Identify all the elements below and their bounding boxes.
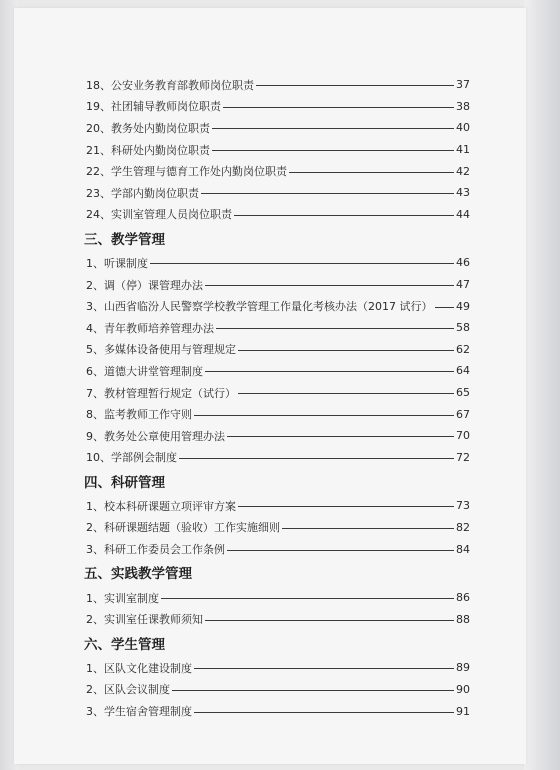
toc-leader-line <box>172 690 454 691</box>
toc-entry-number: 6、 <box>86 364 104 378</box>
toc-leader-line <box>238 506 454 507</box>
toc-entry[interactable] <box>86 360 470 382</box>
section-heading: 四、科研管理 <box>84 474 165 491</box>
toc-entry-title: 教务处公章使用管理办法 <box>104 429 225 443</box>
toc-entry-title: 区队文化建设制度 <box>104 661 192 675</box>
toc-leader-line <box>161 598 454 599</box>
toc-entry-number: 1、 <box>86 591 104 605</box>
toc-leader-line <box>256 85 454 86</box>
toc-entry[interactable] <box>86 538 470 560</box>
toc-entry-title: 听课制度 <box>104 256 148 270</box>
toc-page-number: 82 <box>456 520 470 534</box>
section-heading: 五、实践教学管理 <box>84 566 192 583</box>
toc-entry-number: 9、 <box>86 429 104 443</box>
toc-entry-number: 7、 <box>86 386 104 400</box>
toc-leader-line <box>238 350 454 351</box>
toc-entry-number: 24、 <box>86 208 111 222</box>
toc-entry[interactable] <box>86 204 470 226</box>
toc-entry[interactable] <box>86 96 470 118</box>
toc-leader-line <box>282 528 454 529</box>
toc-entry[interactable] <box>86 160 470 182</box>
toc-entry-title: 公安业务教育部教师岗位职责 <box>111 78 254 92</box>
toc-entry-title: 社团辅导教师岗位职责 <box>111 100 221 114</box>
toc-page-number: 38 <box>456 99 470 113</box>
toc-entry[interactable] <box>86 587 470 609</box>
toc-leader-line <box>234 215 454 216</box>
toc-leader-line <box>179 458 454 459</box>
toc-page-number: 90 <box>456 682 470 696</box>
toc-entry-number: 19、 <box>86 100 111 114</box>
toc-page-number: 41 <box>456 143 470 157</box>
toc-leader-line <box>194 668 454 669</box>
toc-page-number: 67 <box>456 407 470 421</box>
toc-entry[interactable] <box>86 117 470 139</box>
toc-page-number: 88 <box>456 612 470 626</box>
toc-entry[interactable] <box>86 700 470 722</box>
toc-entry-title: 实训室制度 <box>104 591 159 605</box>
toc-entry-number: 3、 <box>86 300 104 314</box>
toc-page-number: 86 <box>456 591 470 605</box>
toc-entry[interactable] <box>86 339 470 361</box>
toc-entry[interactable] <box>86 274 470 296</box>
toc-page-number: 72 <box>456 450 470 464</box>
toc-entry-number: 2、 <box>86 521 104 535</box>
toc-leader-line <box>216 328 454 329</box>
toc-entry[interactable] <box>86 517 470 539</box>
toc-leader-line <box>435 307 455 308</box>
section-heading: 六、学生管理 <box>84 636 165 653</box>
toc-page-number: 42 <box>456 164 470 178</box>
toc-entry[interactable] <box>86 608 470 630</box>
toc-leader-line <box>150 263 454 264</box>
toc-entry-title: 科研处内勤岗位职责 <box>111 143 210 157</box>
toc-page-number: 70 <box>456 429 470 443</box>
toc-entry-number: 5、 <box>86 343 104 357</box>
toc-entry-number: 8、 <box>86 408 104 422</box>
toc-entry[interactable] <box>86 139 470 161</box>
toc-entry-number: 18、 <box>86 78 111 92</box>
toc-leader-line <box>289 172 454 173</box>
table-of-contents <box>86 74 470 722</box>
toc-page-number: 49 <box>456 299 470 313</box>
toc-page-number: 47 <box>456 278 470 292</box>
toc-page-number: 46 <box>456 256 470 270</box>
scan-edge-right <box>524 0 560 770</box>
toc-page-number: 64 <box>456 364 470 378</box>
toc-entry-title: 科研工作委员会工作条例 <box>104 543 225 557</box>
section-heading: 三、教学管理 <box>84 231 165 248</box>
toc-entry-title: 实训室管理人员岗位职责 <box>111 208 232 222</box>
toc-entry[interactable] <box>86 447 470 469</box>
toc-entry[interactable] <box>86 317 470 339</box>
toc-leader-line <box>201 193 454 194</box>
toc-entry[interactable] <box>86 425 470 447</box>
toc-entry[interactable] <box>86 403 470 425</box>
toc-page-number: 40 <box>456 121 470 135</box>
toc-entry[interactable] <box>86 657 470 679</box>
toc-leader-line <box>194 712 454 713</box>
toc-entry-number: 23、 <box>86 186 111 200</box>
toc-leader-line <box>212 150 454 151</box>
toc-entry-title: 科研课题结题（验收）工作实施细则 <box>104 521 280 535</box>
toc-entry-title: 道德大讲堂管理制度 <box>104 364 203 378</box>
toc-entry-number: 1、 <box>86 661 104 675</box>
toc-entry[interactable] <box>86 182 470 204</box>
toc-page-number: 44 <box>456 207 470 221</box>
toc-leader-line <box>205 371 454 372</box>
toc-entry-number: 20、 <box>86 121 111 135</box>
toc-page-number: 62 <box>456 342 470 356</box>
toc-entry-number: 10、 <box>86 451 111 465</box>
toc-entry-number: 3、 <box>86 705 104 719</box>
toc-entry[interactable] <box>86 382 470 404</box>
toc-entry-number: 1、 <box>86 499 104 513</box>
toc-entry-title: 监考教师工作守则 <box>104 408 192 422</box>
toc-entry-number: 2、 <box>86 613 104 627</box>
toc-entry[interactable] <box>86 74 470 96</box>
toc-page-number: 65 <box>456 386 470 400</box>
toc-entry-number: 2、 <box>86 683 104 697</box>
toc-page-number: 58 <box>456 321 470 335</box>
toc-page-number: 84 <box>456 542 470 556</box>
toc-entry[interactable] <box>86 495 470 517</box>
toc-entry-number: 3、 <box>86 543 104 557</box>
toc-entry-number: 1、 <box>86 256 104 270</box>
toc-entry-title: 教材管理暂行规定（试行） <box>104 386 236 400</box>
toc-leader-line <box>205 285 454 286</box>
toc-page-number: 91 <box>456 704 470 718</box>
toc-entry-title: 学部内勤岗位职责 <box>111 186 199 200</box>
toc-entry-number: 21、 <box>86 143 111 157</box>
toc-entry-title: 学生宿舍管理制度 <box>104 705 192 719</box>
toc-entry-title: 实训室任课教师须知 <box>104 613 203 627</box>
toc-entry-title: 青年教师培养管理办法 <box>104 321 214 335</box>
toc-leader-line <box>227 550 454 551</box>
toc-entry-title: 教务处内勤岗位职责 <box>111 121 210 135</box>
toc-page-number: 73 <box>456 499 470 513</box>
toc-leader-line <box>212 128 454 129</box>
toc-leader-line <box>223 107 454 108</box>
toc-entry-title: 多媒体设备使用与管理规定 <box>104 343 236 357</box>
toc-entry-number: 4、 <box>86 321 104 335</box>
toc-entry[interactable] <box>86 679 470 701</box>
toc-page-number: 89 <box>456 661 470 675</box>
toc-entry-title: 校本科研课题立项评审方案 <box>104 499 236 513</box>
toc-leader-line <box>205 620 454 621</box>
toc-leader-line <box>227 436 454 437</box>
toc-entry-title: 调（停）课管理办法 <box>104 278 203 292</box>
toc-entry-title: 学部例会制度 <box>111 451 177 465</box>
toc-entry-number: 22、 <box>86 165 111 179</box>
toc-entry-title: 山西省临汾人民警察学校教学管理工作量化考核办法（2017 试行） <box>104 300 433 314</box>
toc-leader-line <box>194 415 454 416</box>
toc-entry-number: 2、 <box>86 278 104 292</box>
toc-entry[interactable] <box>86 295 470 317</box>
toc-entry-title: 区队会议制度 <box>104 683 170 697</box>
toc-entry[interactable] <box>86 252 470 274</box>
toc-page-number: 43 <box>456 186 470 200</box>
toc-entry-title: 学生管理与德育工作处内勤岗位职责 <box>111 165 287 179</box>
toc-leader-line <box>238 393 454 394</box>
toc-page-number: 37 <box>456 78 470 92</box>
